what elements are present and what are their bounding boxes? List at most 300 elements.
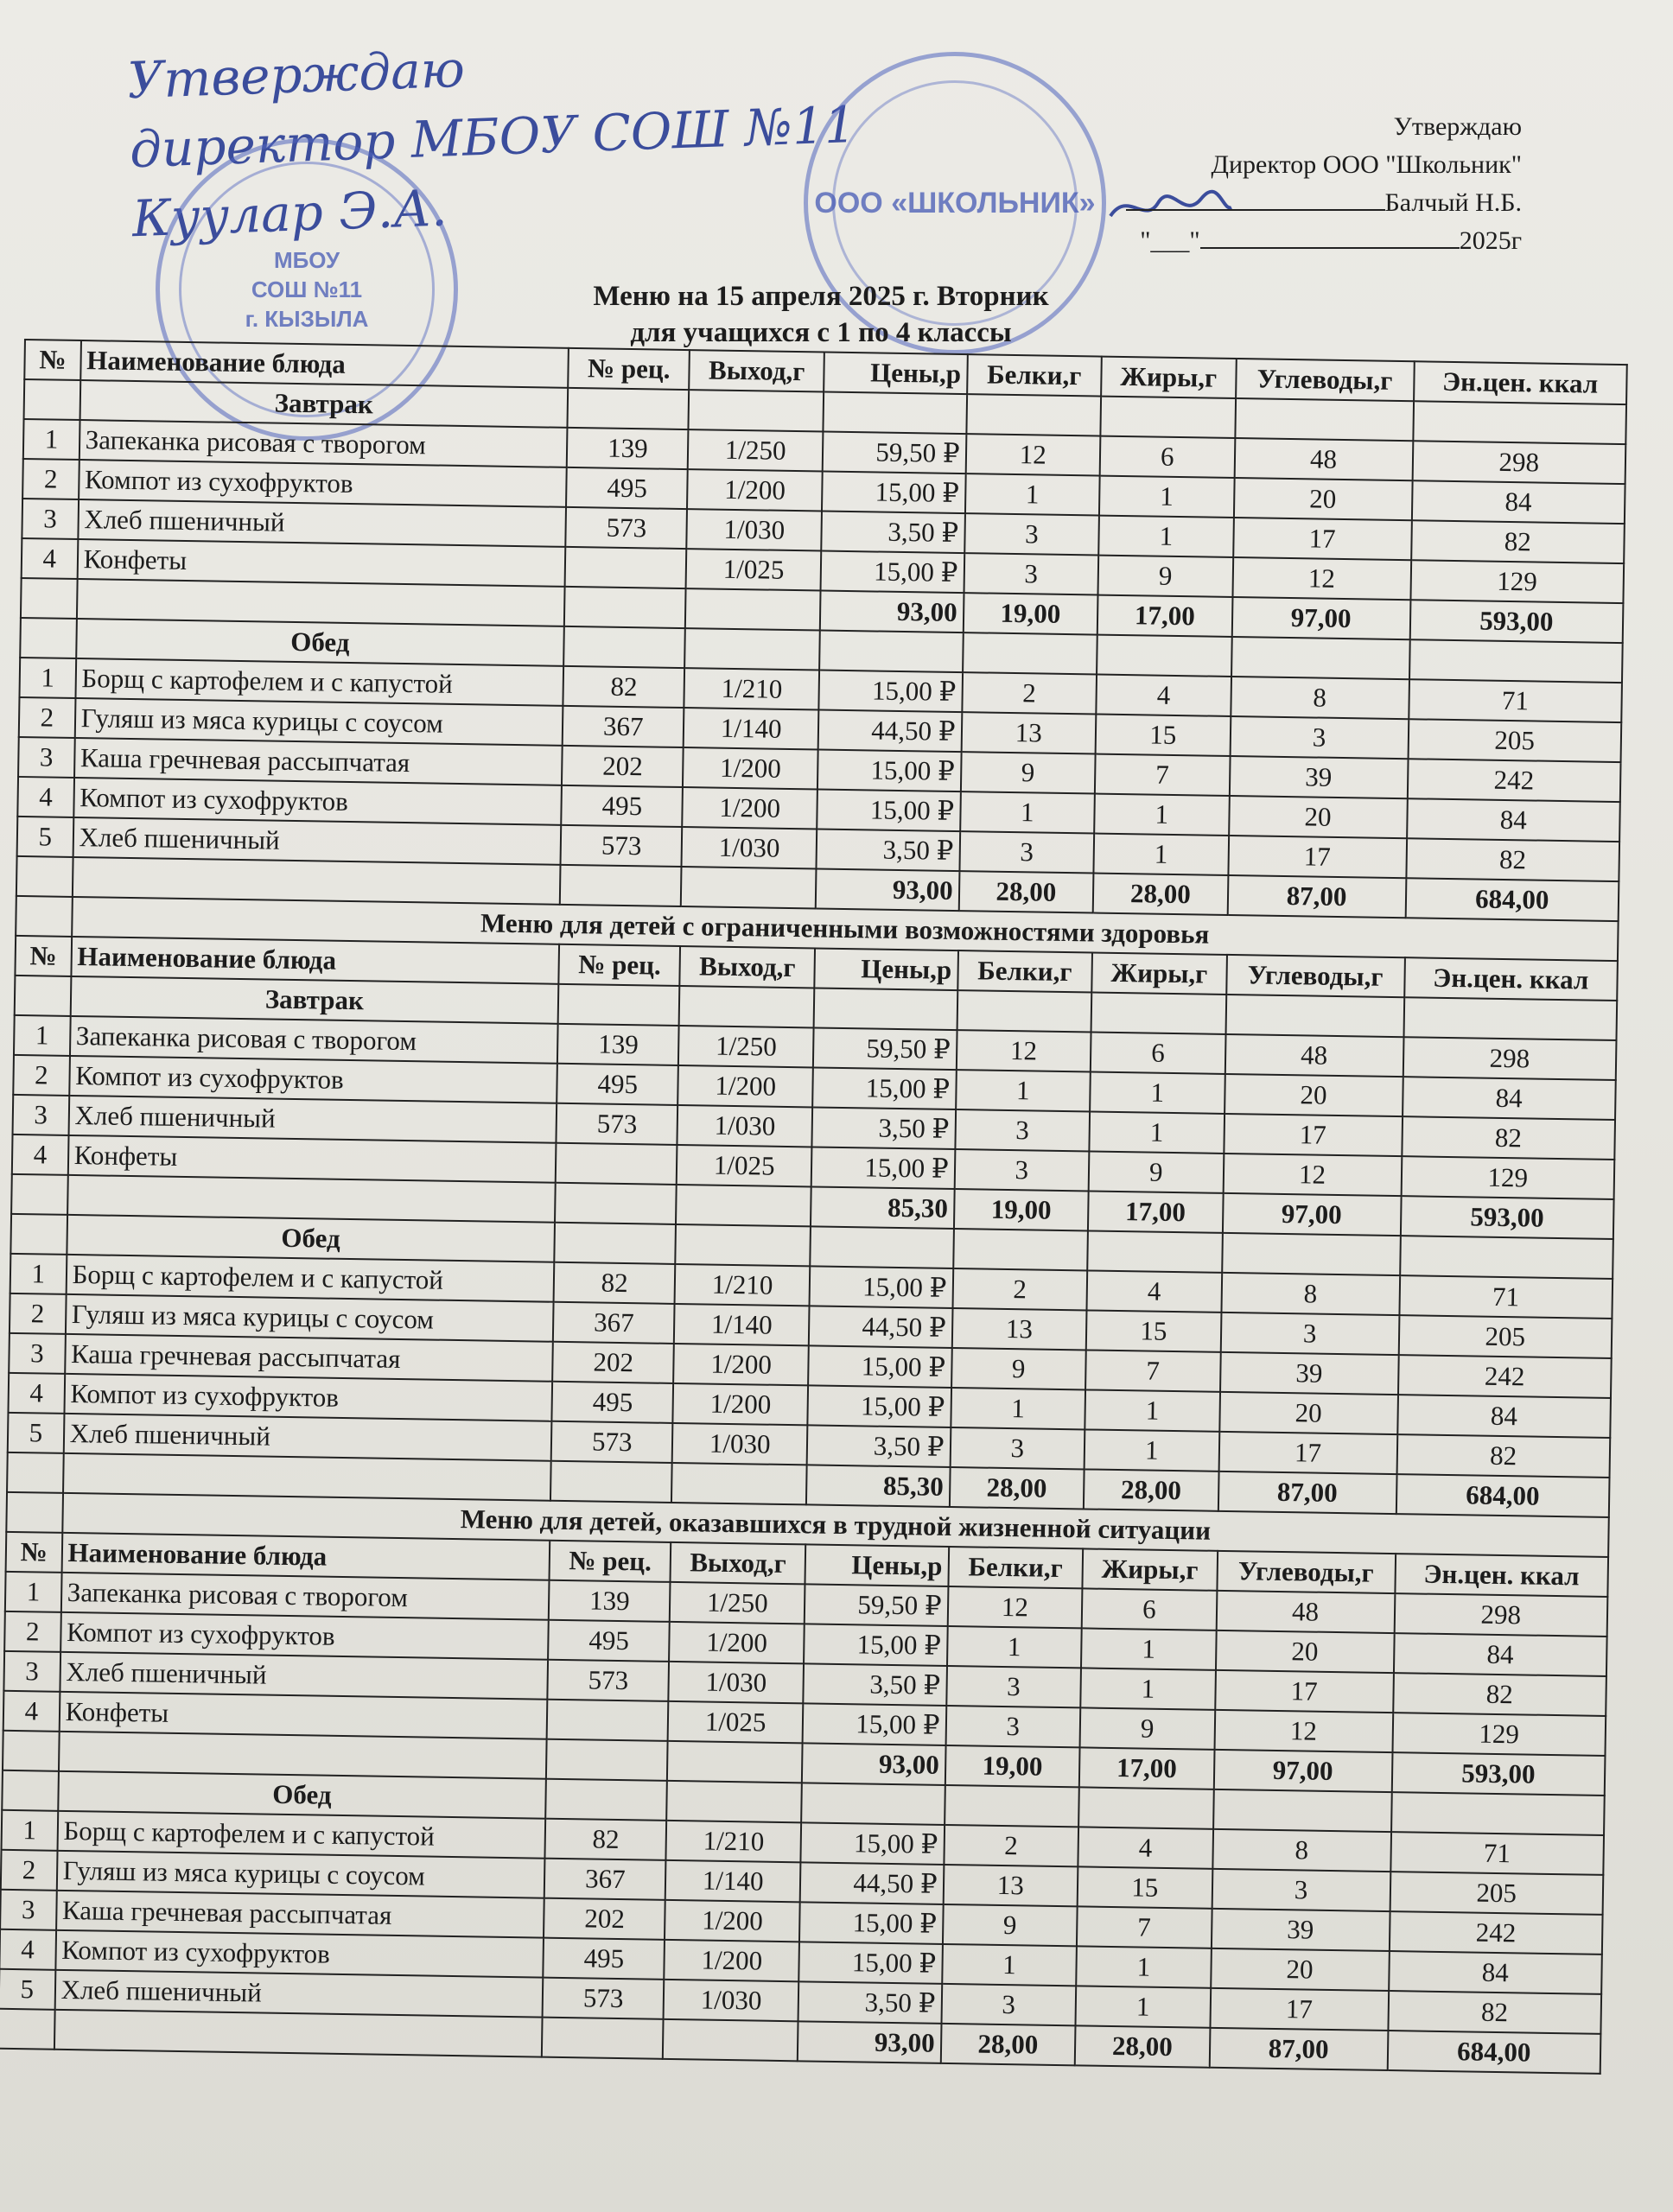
table-cell: 2 [944,1825,1078,1866]
table-cell: 15,00 ₽ [820,551,964,594]
table-cell [801,1783,945,1825]
total-cell: 17,00 [1079,1747,1214,1789]
table-cell: 20 [1233,478,1412,520]
table-cell: 20 [1225,1074,1403,1116]
column-header: Цены,р [814,948,957,990]
table-cell: 44,50 ₽ [800,1862,944,1904]
table-cell: 15,00 ₽ [811,1147,955,1189]
table-cell: 15,00 ₽ [807,1385,951,1427]
table-cell: 1 [5,1572,61,1612]
table-cell: 2 [1,1850,57,1891]
total-cell: 28,00 [1084,1469,1218,1510]
total-cell: 593,00 [1391,1752,1605,1796]
approval-block [1072,108,1522,260]
table-cell: 3,50 ₽ [816,829,959,871]
column-header: Белки,г [967,354,1102,396]
table-cell: 495 [548,1620,670,1662]
table-cell: 15,00 ₽ [798,1942,942,1984]
column-header: Жиры,г [1082,1548,1217,1590]
approval-date-prefix: "___" [1140,226,1200,255]
table-cell: 129 [1410,560,1624,603]
table-cell: 3 [0,1890,56,1930]
table-cell: Хлеб пшеничный [60,1652,548,1700]
total-cell: 17,00 [1088,1191,1223,1232]
table-cell: Компот из сухофруктов [64,1374,552,1421]
table-cell: 1 [23,419,80,460]
table-cell: 3,50 ₽ [821,512,964,554]
signature-line [1126,209,1385,211]
table-cell: 3,50 ₽ [807,1425,951,1467]
meal-title: Завтрак [80,380,568,428]
table-cell: 15,00 ₽ [812,1067,956,1109]
table-cell: Хлеб пшеничный [68,1096,557,1143]
table-cell: 48 [1234,438,1413,480]
table-cell: 1 [1090,1071,1225,1113]
table-cell: 9 [951,1348,1086,1389]
table-cell [676,1224,811,1266]
page-subtitle: для учащихся с 1 по 4 классы [630,317,1012,348]
table-cell: 242 [1398,1355,1612,1398]
total-cell: 19,00 [954,1189,1089,1230]
meal-title: Обед [67,1215,555,1262]
table-cell [563,626,685,668]
table-cell: 15,00 ₽ [804,1624,947,1666]
table-cell: Компот из сухофруктов [60,1612,549,1660]
table-cell [676,1185,811,1226]
table-cell: Конфеты [77,539,565,587]
total-cell: 684,00 [1387,2031,1600,2074]
table-cell [6,1492,62,1533]
table-cell: Хлеб пшеничный [63,1414,551,1461]
table-cell: 202 [552,1342,674,1383]
table-cell [1078,1787,1213,1828]
table-cell: 495 [561,785,683,827]
table-cell: 202 [544,1898,665,1940]
table-cell: 2 [19,697,75,738]
table-cell: 3 [1212,1869,1390,1911]
table-cell [565,547,687,588]
table-cell: 205 [1390,1872,1603,1915]
table-cell: 5 [8,1413,64,1453]
table-cell: 4 [1087,1270,1222,1312]
total-cell: 87,00 [1227,875,1406,918]
table-cell: 20 [1219,1392,1398,1434]
table-cell: 3 [13,1095,69,1135]
column-header: Выход,г [680,946,815,988]
table-cell: 3,50 ₽ [811,1107,955,1149]
table-cell [10,1214,67,1255]
meal-title: Завтрак [70,976,558,1024]
table-cell [1225,995,1404,1037]
column-header: Жиры,г [1101,357,1236,398]
table-cell [685,628,820,670]
table-cell: 1/140 [674,1304,809,1345]
total-cell: 28,00 [940,2024,1075,2065]
table-cell: 39 [1211,1909,1390,1951]
table-cell: 84 [1407,798,1620,842]
section-title: Меню для детей с ограниченными возможностями здоровья [72,897,1619,961]
table-cell [546,1739,668,1781]
table-cell: 8 [1231,677,1409,719]
table-cell: 1 [1089,1111,1224,1153]
column-header: Белки,г [948,1547,1083,1588]
table-cell [550,1461,672,1503]
column-header: Цены,р [824,353,967,395]
table-cell: 1/210 [684,668,819,709]
table-cell: 6 [1091,1032,1225,1073]
table-cell: 1/210 [675,1264,810,1306]
column-header: № [24,340,80,380]
table-cell [945,1785,1079,1827]
table-cell: 1 [1085,1429,1219,1471]
table-cell: 3 [9,1333,65,1374]
table-cell: 3 [964,513,1099,555]
table-cell [547,1700,669,1741]
table-cell [957,990,1091,1032]
table-cell: 1 [942,1944,1077,1986]
table-cell: 1/030 [677,1105,812,1147]
column-header: Жиры,г [1091,953,1226,995]
table-cell: 367 [563,706,684,747]
table-cell: 12 [1223,1154,1402,1196]
table-cell [810,1226,953,1268]
table-cell [1100,397,1235,438]
total-cell: 97,00 [1213,1750,1392,1792]
total-cell: 93,00 [820,591,964,633]
table-cell: 3 [18,737,74,778]
table-cell: 2 [22,459,79,499]
column-header: Наименование блюда [80,340,569,388]
table-cell: 573 [547,1660,669,1701]
table-cell [21,578,77,619]
table-cell [1403,997,1617,1040]
table-cell [953,1229,1088,1270]
column-header: Белки,г [957,950,1092,992]
table-cell: 4 [3,1691,60,1732]
table-cell: 17 [1218,1432,1397,1474]
table-cell: 367 [553,1302,675,1344]
table-cell: Запеканка рисовая с творогом [79,420,567,467]
table-cell: 139 [557,1024,679,1065]
column-header: № рец. [550,1541,671,1582]
total-cell: 28,00 [1093,874,1228,915]
menu-titles [484,278,1158,351]
table-cell [1091,992,1226,1033]
table-cell: 1 [960,791,1095,833]
meal-title: Обед [76,619,564,666]
table-cell: 15 [1096,715,1231,756]
table-cell: 17 [1210,1988,1389,2031]
approval-position: Директор ООО "Школьник" [1211,150,1522,179]
table-cell: 298 [1394,1593,1607,1637]
table-cell [1413,401,1626,444]
table-cell: 3 [1230,716,1409,759]
table-cell: 1 [1094,794,1229,836]
table-cell: 3 [954,1149,1089,1191]
table-cell: 1/030 [664,1980,798,2021]
table-cell: 2 [952,1268,1087,1310]
column-header: Эн.цен. ккал [1414,361,1627,404]
total-cell: 19,00 [945,1745,1079,1787]
stamp-text: г. КЫЗЫЛА [245,306,369,332]
column-header: Выход,г [690,350,824,391]
table-cell: 1 [965,474,1100,515]
table-cell [54,2010,543,2057]
table-cell: 12 [965,434,1100,475]
table-cell: 3,50 ₽ [803,1663,946,1706]
table-cell: 129 [1401,1156,1614,1199]
total-cell: 93,00 [802,1743,945,1785]
total-cell: 85,30 [811,1186,954,1229]
table-cell [689,390,824,431]
table-cell [16,856,73,897]
page-title: Меню на 15 апреля 2025 г. Вторник [593,281,1049,312]
table-cell: 13 [961,712,1096,753]
handwritten-line: директор МБОУ СОШ №11 [129,94,857,180]
table-cell [663,2019,798,2061]
table-cell: 1/200 [683,747,817,789]
table-cell: 17 [1215,1670,1394,1713]
table-cell: 7 [1095,754,1230,796]
total-cell: 28,00 [1075,2025,1210,2067]
handwritten-line: Утверждаю [126,39,466,111]
table-cell: 82 [1406,838,1619,881]
table-cell: 82 [1411,520,1625,563]
table-cell: Борщ с картофелем и с капустой [66,1255,554,1302]
table-cell: 12 [947,1586,1082,1628]
table-cell [1400,1236,1613,1279]
table-cell: 59,50 ₽ [813,1027,957,1070]
table-cell: 3 [964,553,1098,594]
table-cell: 59,50 ₽ [805,1584,948,1626]
table-cell: Хлеб пшеничный [73,817,561,865]
column-header: Цены,р [805,1544,948,1586]
table-cell: 1 [14,1015,70,1056]
table-cell: 4 [22,538,78,579]
table-cell: 1/030 [672,1423,807,1465]
table-cell: 573 [561,825,683,867]
table-cell: 1 [1081,1628,1216,1669]
total-cell: 684,00 [1396,1474,1609,1517]
table-cell: 1 [1080,1668,1215,1709]
total-cell: 593,00 [1409,600,1623,643]
table-cell: 495 [557,1064,678,1105]
table-cell [3,1731,59,1771]
table-cell: 15,00 ₽ [808,1345,951,1388]
table-cell: 48 [1225,1034,1403,1077]
column-header: № рец. [558,944,680,986]
table-cell: 1 [2,1810,58,1851]
table-cell: 12 [1232,557,1411,600]
table-cell: 82 [545,1819,667,1860]
table-cell: 1/030 [687,509,822,550]
total-cell: 85,30 [806,1465,950,1507]
table-cell: 4 [1078,1827,1212,1868]
table-cell: 59,50 ₽ [823,432,966,474]
table-cell: 4 [12,1135,68,1175]
table-cell: 15,00 ₽ [799,1902,943,1944]
table-cell: 1/210 [666,1821,801,1862]
table-cell: 1 [1085,1389,1219,1431]
table-cell: 9 [942,1904,1077,1946]
table-cell: 367 [544,1859,666,1900]
table-cell [681,867,816,908]
table-cell: 573 [543,1978,665,2019]
table-cell: 5 [17,817,73,857]
table-cell: 1/250 [670,1582,805,1624]
table-cell: 15 [1078,1866,1212,1908]
table-cell: 8 [1212,1829,1391,1872]
table-cell: 15,00 ₽ [803,1703,946,1745]
column-header: Углеводы,г [1217,1551,1396,1593]
table-cell: 1 [1093,834,1228,875]
column-header: № рец. [568,348,690,390]
table-cell [545,1779,667,1821]
table-cell [966,394,1101,435]
table-cell [667,1781,802,1822]
table-cell: 298 [1403,1037,1616,1080]
table-cell: 15,00 ₽ [800,1822,944,1865]
table-cell: 3 [1220,1313,1399,1355]
table-cell [814,988,957,1030]
table-cell: 84 [1397,1395,1611,1438]
table-cell [7,1452,63,1493]
table-cell: 3 [945,1706,1080,1747]
table-cell: 3 [950,1427,1085,1469]
table-cell: 1 [951,1388,1085,1429]
table-cell: 44,50 ₽ [818,709,962,752]
table-cell: Хлеб пшеничный [78,499,566,547]
table-cell: 1 [10,1254,67,1294]
table-cell: 495 [543,1938,665,1980]
table-cell: 1/140 [684,708,818,749]
table-cell: 39 [1220,1352,1399,1395]
table-cell: 7 [1077,1906,1212,1948]
table-cell [554,1223,676,1264]
table-cell: 573 [565,507,687,549]
column-header: Наименование блюда [61,1533,550,1580]
total-cell: 87,00 [1218,1471,1396,1514]
table-cell [556,1143,677,1185]
table-cell: 82 [1388,1991,1601,2034]
table-cell: 3,50 ₽ [798,1981,941,2024]
table-cell: Гуляш из мяса курицы с соусом [74,698,563,746]
table-cell: 1/030 [682,827,817,868]
total-cell: 87,00 [1209,2028,1388,2070]
table-cell: 1/140 [665,1860,800,1902]
table-cell: Гуляш из мяса курицы с соусом [56,1851,544,1898]
table-cell [1087,1230,1222,1272]
total-cell: 93,00 [798,2021,941,2063]
stamp-text: СОШ №11 [251,276,363,302]
column-header: Эн.цен. ккал [1404,957,1618,1001]
date-line [1200,247,1460,249]
table-cell: 1 [1076,1986,1211,2027]
table-cell: 17 [1224,1114,1403,1156]
table-cell: 20 [1229,796,1408,838]
table-cell [558,984,680,1026]
table-cell: 84 [1411,480,1625,524]
column-header: Углеводы,г [1226,955,1405,997]
table-cell: 15,00 ₽ [817,789,960,831]
table-cell: Гуляш из мяса курицы с соусом [66,1294,554,1342]
table-cell: 1/200 [665,1900,799,1942]
table-cell: 9 [960,752,1095,793]
table-cell: 573 [557,1103,678,1145]
table-cell: 1/200 [687,469,822,511]
table-cell [685,588,820,630]
table-cell [679,986,814,1027]
table-cell: 82 [1396,1434,1610,1478]
table-cell: Компот из сухофруктов [79,460,567,507]
table-cell: 71 [1409,679,1622,722]
table-cell: Конфеты [67,1135,556,1183]
approval-title: Утверждаю [1393,112,1522,141]
table-cell: 82 [563,666,684,708]
table-cell: 1 [1099,476,1234,518]
table-cell: 15,00 ₽ [818,670,962,712]
table-cell: 1/200 [669,1622,804,1663]
table-cell [560,865,682,906]
table-cell [819,631,963,673]
table-cell [671,1463,806,1504]
table-cell: 13 [951,1308,1086,1350]
table-cell: 139 [549,1580,671,1622]
table-cell: Запеканка рисовая с творогом [60,1573,549,1620]
table-cell: 1/200 [665,1940,799,1981]
table-cell: 1/200 [673,1383,808,1425]
table-cell: 3 [959,831,1094,873]
table-cell: 4 [0,1929,56,1970]
total-cell: 28,00 [958,871,1093,912]
table-cell: 9 [1089,1151,1224,1192]
table-cell: Каша гречневая рассыпчатая [56,1891,544,1938]
table-cell: 82 [1393,1673,1606,1716]
table-cell: 3 [3,1651,60,1692]
table-cell [1231,637,1410,679]
table-cell: Хлеб пшеничный [54,1970,543,2018]
table-cell: 1/025 [668,1701,803,1743]
table-cell: 1/250 [688,429,823,471]
column-header: Выход,г [671,1542,805,1584]
table-cell: 1 [1076,1946,1211,1987]
table-cell [1213,1789,1392,1832]
total-cell: 593,00 [1400,1196,1613,1239]
table-cell: 2 [10,1294,66,1334]
total-cell: 28,00 [949,1467,1084,1509]
table-cell: 15,00 ₽ [817,749,961,791]
table-cell: 202 [562,746,684,787]
table-cell: 15 [1086,1310,1221,1351]
table-cell: 48 [1216,1591,1395,1633]
total-cell: 17,00 [1097,595,1232,637]
table-cell: 15,00 ₽ [809,1266,952,1308]
table-cell: 298 [1412,441,1625,484]
table-cell: 39 [1229,756,1408,798]
table-cell: Борщ с картофелем и с капустой [75,658,563,706]
table-cell [564,587,686,628]
table-cell [1391,1792,1605,1835]
table-cell: 129 [1392,1713,1606,1756]
table-cell: 71 [1399,1275,1613,1319]
table-cell: 205 [1398,1315,1612,1358]
table-cell: 17 [1233,518,1412,560]
table-cell [667,1741,802,1783]
table-cell [823,392,966,435]
table-cell: 12 [956,1030,1091,1071]
table-cell [0,2009,54,2050]
table-cell: 1/030 [669,1662,804,1703]
